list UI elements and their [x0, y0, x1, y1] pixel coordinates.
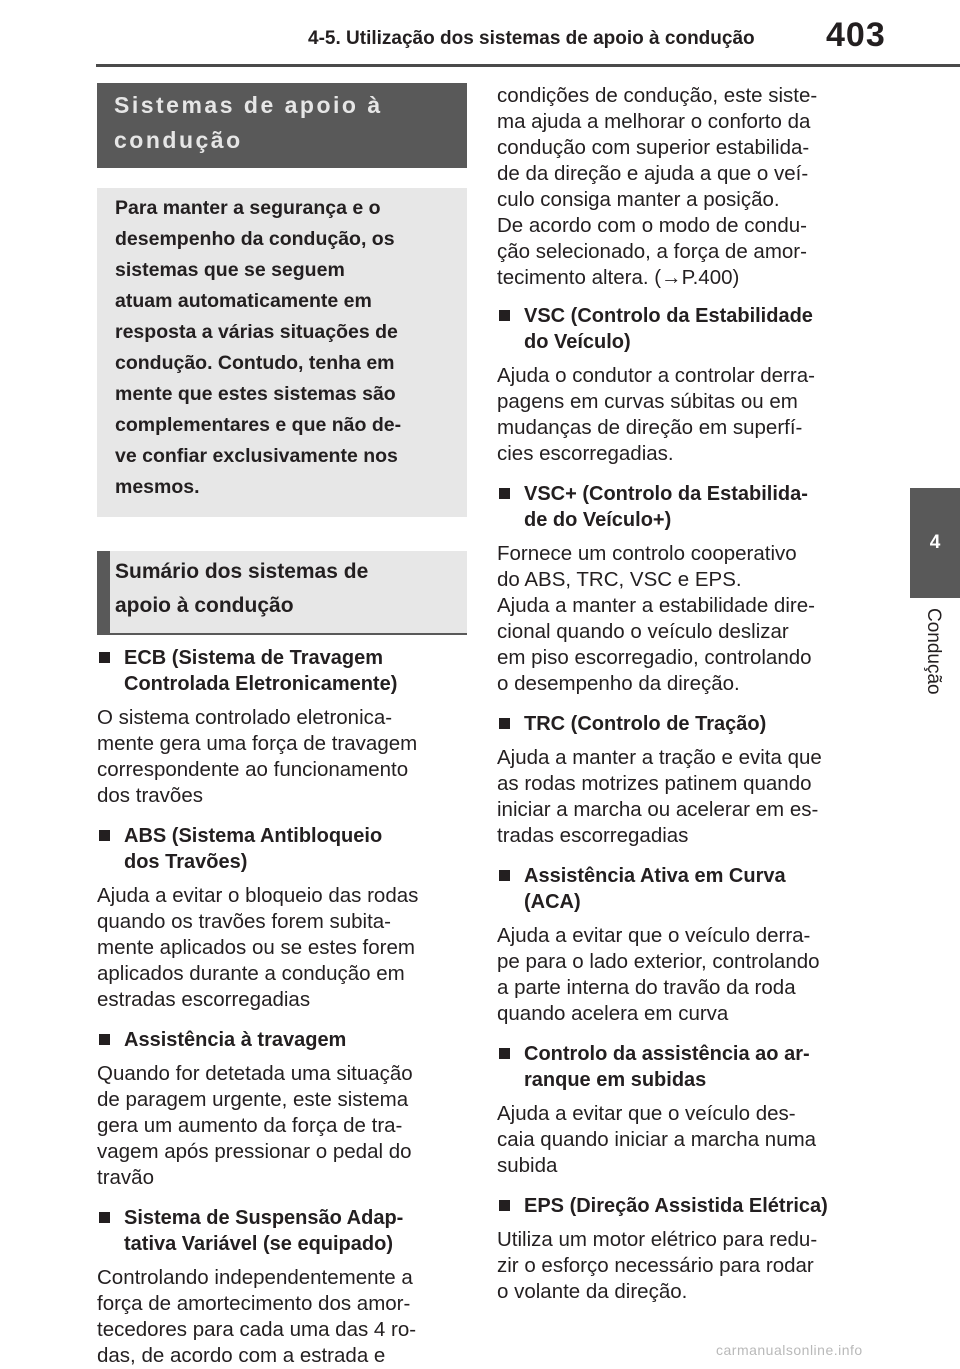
text-line: desempenho da condução, os: [115, 228, 395, 250]
text-line: condições de condução, este siste-: [497, 84, 818, 107]
summary-title-line: apoio à condução: [115, 594, 294, 617]
item-heading-text: [124, 1027, 346, 1053]
description-line: Ajuda a manter a tração e evita que: [497, 746, 822, 769]
text-line: ção selecionado, a força de amor-: [497, 240, 807, 263]
system-item: [497, 303, 862, 467]
item-description: [497, 541, 862, 697]
description-line: vagem após pressionar o pedal do: [97, 1140, 412, 1163]
description-line: Ajuda a evitar que o veículo des-: [497, 1102, 796, 1125]
square-bullet-icon: [499, 488, 510, 499]
description-line: Ajuda a evitar que o veículo derra-: [497, 924, 811, 947]
description-line: mudanças de direção em superfí-: [497, 416, 803, 439]
description-line: travão: [97, 1166, 154, 1189]
description-line: Controlando independentemente a: [97, 1266, 413, 1289]
item-description: [497, 923, 862, 1027]
description-line: das, de acordo com a estrada e: [97, 1344, 386, 1367]
item-heading-text: [524, 1041, 810, 1093]
heading-line: ABS (Sistema Antibloqueio: [124, 825, 383, 847]
item-heading-text: [524, 711, 766, 737]
right-column: [497, 83, 862, 1305]
square-bullet-icon: [99, 1212, 110, 1223]
description-line: Fornece um controlo cooperativo: [497, 542, 797, 565]
item-heading-text: [124, 823, 382, 875]
square-bullet-icon: [499, 1048, 510, 1059]
heading-line: (ACA): [524, 891, 581, 913]
heading-line: EPS (Direção Assistida Elétrica): [524, 1195, 828, 1217]
section-title-line: condução: [114, 127, 243, 153]
heading-line: Controlada Eletronicamente): [124, 673, 398, 695]
section-title-line: Sistemas de apoio à: [114, 92, 383, 118]
item-heading-text: [524, 481, 808, 533]
description-line: Ajuda a manter a estabilidade dire-: [497, 594, 815, 617]
square-bullet-icon: [99, 652, 110, 663]
right-item-list: [497, 303, 862, 1305]
description-line: de paragem urgente, este sistema: [97, 1088, 409, 1111]
item-description: [97, 705, 467, 809]
description-line: Utiliza um motor elétrico para redu-: [497, 1228, 818, 1251]
square-bullet-icon: [499, 870, 510, 881]
item-description: [497, 745, 862, 849]
left-item-list: [97, 645, 467, 1369]
description-line: tecedores para cada uma das 4 ro-: [97, 1318, 417, 1341]
summary-title-line: Sumário dos sistemas de: [115, 560, 369, 583]
text-line: culo consiga manter a posição.: [497, 188, 780, 211]
system-item: [497, 711, 862, 849]
description-line: quando os travões forem subita-: [97, 910, 391, 933]
heading-line: VSC+ (Controlo da Estabilida-: [524, 483, 808, 505]
text-line: tecimento altera. (→P.400): [497, 266, 740, 289]
description-line: O sistema controlado eletronica-: [97, 706, 393, 729]
item-heading: [497, 1193, 862, 1219]
system-item: [497, 1193, 862, 1305]
left-column: [97, 83, 467, 1369]
item-description: [97, 1265, 467, 1369]
item-heading: [497, 1041, 862, 1093]
item-heading: [497, 863, 862, 915]
text-line: De acordo com o modo de condu-: [497, 214, 807, 237]
description-line: do ABS, TRC, VSC e EPS.: [497, 568, 742, 591]
text-line: sistemas que se seguem: [115, 259, 345, 281]
description-line: pe para o lado exterior, controlando: [497, 950, 820, 973]
description-line: força de amortecimento dos amor-: [97, 1292, 411, 1315]
text-line: complementares e que não de-: [115, 414, 402, 436]
description-line: dos travões: [97, 784, 203, 807]
square-bullet-icon: [499, 1200, 510, 1211]
heading-line: ECB (Sistema de Travagem: [124, 647, 383, 669]
square-bullet-icon: [99, 830, 110, 841]
heading-line: ranque em subidas: [524, 1069, 707, 1091]
heading-line: Sistema de Suspensão Adap-: [124, 1207, 404, 1229]
item-heading: [497, 303, 862, 355]
description-line: Ajuda a evitar o bloqueio das rodas: [97, 884, 419, 907]
description-line: estradas escorregadias: [97, 988, 311, 1011]
heading-line: do Veículo): [524, 331, 631, 353]
chapter-label: Condução: [923, 608, 944, 695]
text-line: condução com superior estabilida-: [497, 136, 810, 159]
system-item: [97, 1205, 467, 1369]
description-line: pagens em curvas súbitas ou em: [497, 390, 798, 413]
system-item: [497, 481, 862, 697]
text-line: ma ajuda a melhorar o conforto da: [497, 110, 811, 133]
heading-line: VSC (Controlo da Estabilidade: [524, 305, 813, 327]
description-line: Ajuda o condutor a controlar derra-: [497, 364, 815, 387]
description-line: cional quando o veículo deslizar: [497, 620, 789, 643]
heading-line: Assistência à travagem: [124, 1029, 347, 1051]
description-line: cies escorregadias.: [497, 442, 674, 465]
description-line: Quando for detetada uma situação: [97, 1062, 413, 1085]
heading-line: dos Travões): [124, 851, 248, 873]
item-description: [97, 883, 467, 1013]
section-title: [97, 83, 467, 168]
heading-line: de do Veículo+): [524, 509, 672, 531]
text-line: ve confiar exclusivamente nos: [115, 445, 398, 467]
system-item: [97, 645, 467, 809]
description-line: quando acelera em curva: [497, 1002, 729, 1025]
description-line: tradas escorregadias: [497, 824, 689, 847]
description-line: as rodas motrizes patinem quando: [497, 772, 812, 795]
system-item: [97, 1027, 467, 1191]
text-line: resposta a várias situações de: [115, 321, 398, 343]
item-heading: [97, 645, 467, 697]
description-line: o volante da direção.: [497, 1280, 688, 1303]
item-heading: [497, 481, 862, 533]
description-line: iniciar a marcha ou acelerar em es-: [497, 798, 819, 821]
item-heading-text: [524, 303, 813, 355]
description-line: em piso escorregadio, controlando: [497, 646, 812, 669]
heading-line: tativa Variável (se equipado): [124, 1233, 393, 1255]
item-description: [497, 1227, 862, 1305]
description-line: gera um aumento da força de tra-: [97, 1114, 403, 1137]
item-description: [497, 363, 862, 467]
item-heading-text: [124, 645, 397, 697]
item-heading: [497, 711, 862, 737]
square-bullet-icon: [499, 310, 510, 321]
item-heading-text: [524, 1193, 828, 1219]
continued-text: [497, 83, 862, 291]
item-heading-text: [524, 863, 786, 915]
header-title: 4-5. Utilização dos sistemas de apoio à condução: [308, 28, 755, 49]
item-description: [97, 1061, 467, 1191]
item-heading: [97, 823, 467, 875]
text-line: Para manter a segurança e o: [115, 197, 381, 219]
description-line: a parte interna do travão da roda: [497, 976, 796, 999]
description-line: mente aplicados ou se estes forem: [97, 936, 415, 959]
text-line: condução. Contudo, tenha em: [115, 352, 395, 374]
item-heading-text: [124, 1205, 403, 1257]
description-line: aplicados durante a condução em: [97, 962, 405, 985]
heading-line: Controlo da assistência ao ar-: [524, 1043, 810, 1065]
square-bullet-icon: [499, 718, 510, 729]
description-line: zir o esforço necessário para rodar: [497, 1254, 814, 1277]
description-line: o desempenho da direção.: [497, 672, 740, 695]
system-item: [497, 863, 862, 1027]
text-line: atuam automaticamente em: [115, 290, 372, 312]
heading-line: TRC (Controlo de Tração): [524, 713, 767, 735]
square-bullet-icon: [99, 1034, 110, 1045]
description-line: mente gera uma força de travagem: [97, 732, 418, 755]
item-description: [497, 1101, 862, 1179]
item-heading: [97, 1205, 467, 1257]
system-item: [97, 823, 467, 1013]
description-line: caia quando iniciar a marcha numa: [497, 1128, 817, 1151]
summary-title: [97, 551, 467, 635]
page-number: 403: [826, 16, 886, 54]
heading-line: Assistência Ativa em Curva: [524, 865, 786, 887]
text-line: mente que estes sistemas são: [115, 383, 396, 405]
description-line: correspondente ao funcionamento: [97, 758, 409, 781]
footer-watermark: carmanualsonline.info: [716, 1342, 863, 1358]
chapter-tab[interactable]: 4: [910, 488, 960, 598]
item-heading: [97, 1027, 467, 1053]
header-rule: [96, 64, 960, 67]
description-line: subida: [497, 1154, 558, 1177]
system-item: [497, 1041, 862, 1179]
text-line: de da direção e ajuda a que o veí-: [497, 162, 809, 185]
text-line: mesmos.: [115, 476, 200, 498]
intro-box: [97, 188, 467, 517]
